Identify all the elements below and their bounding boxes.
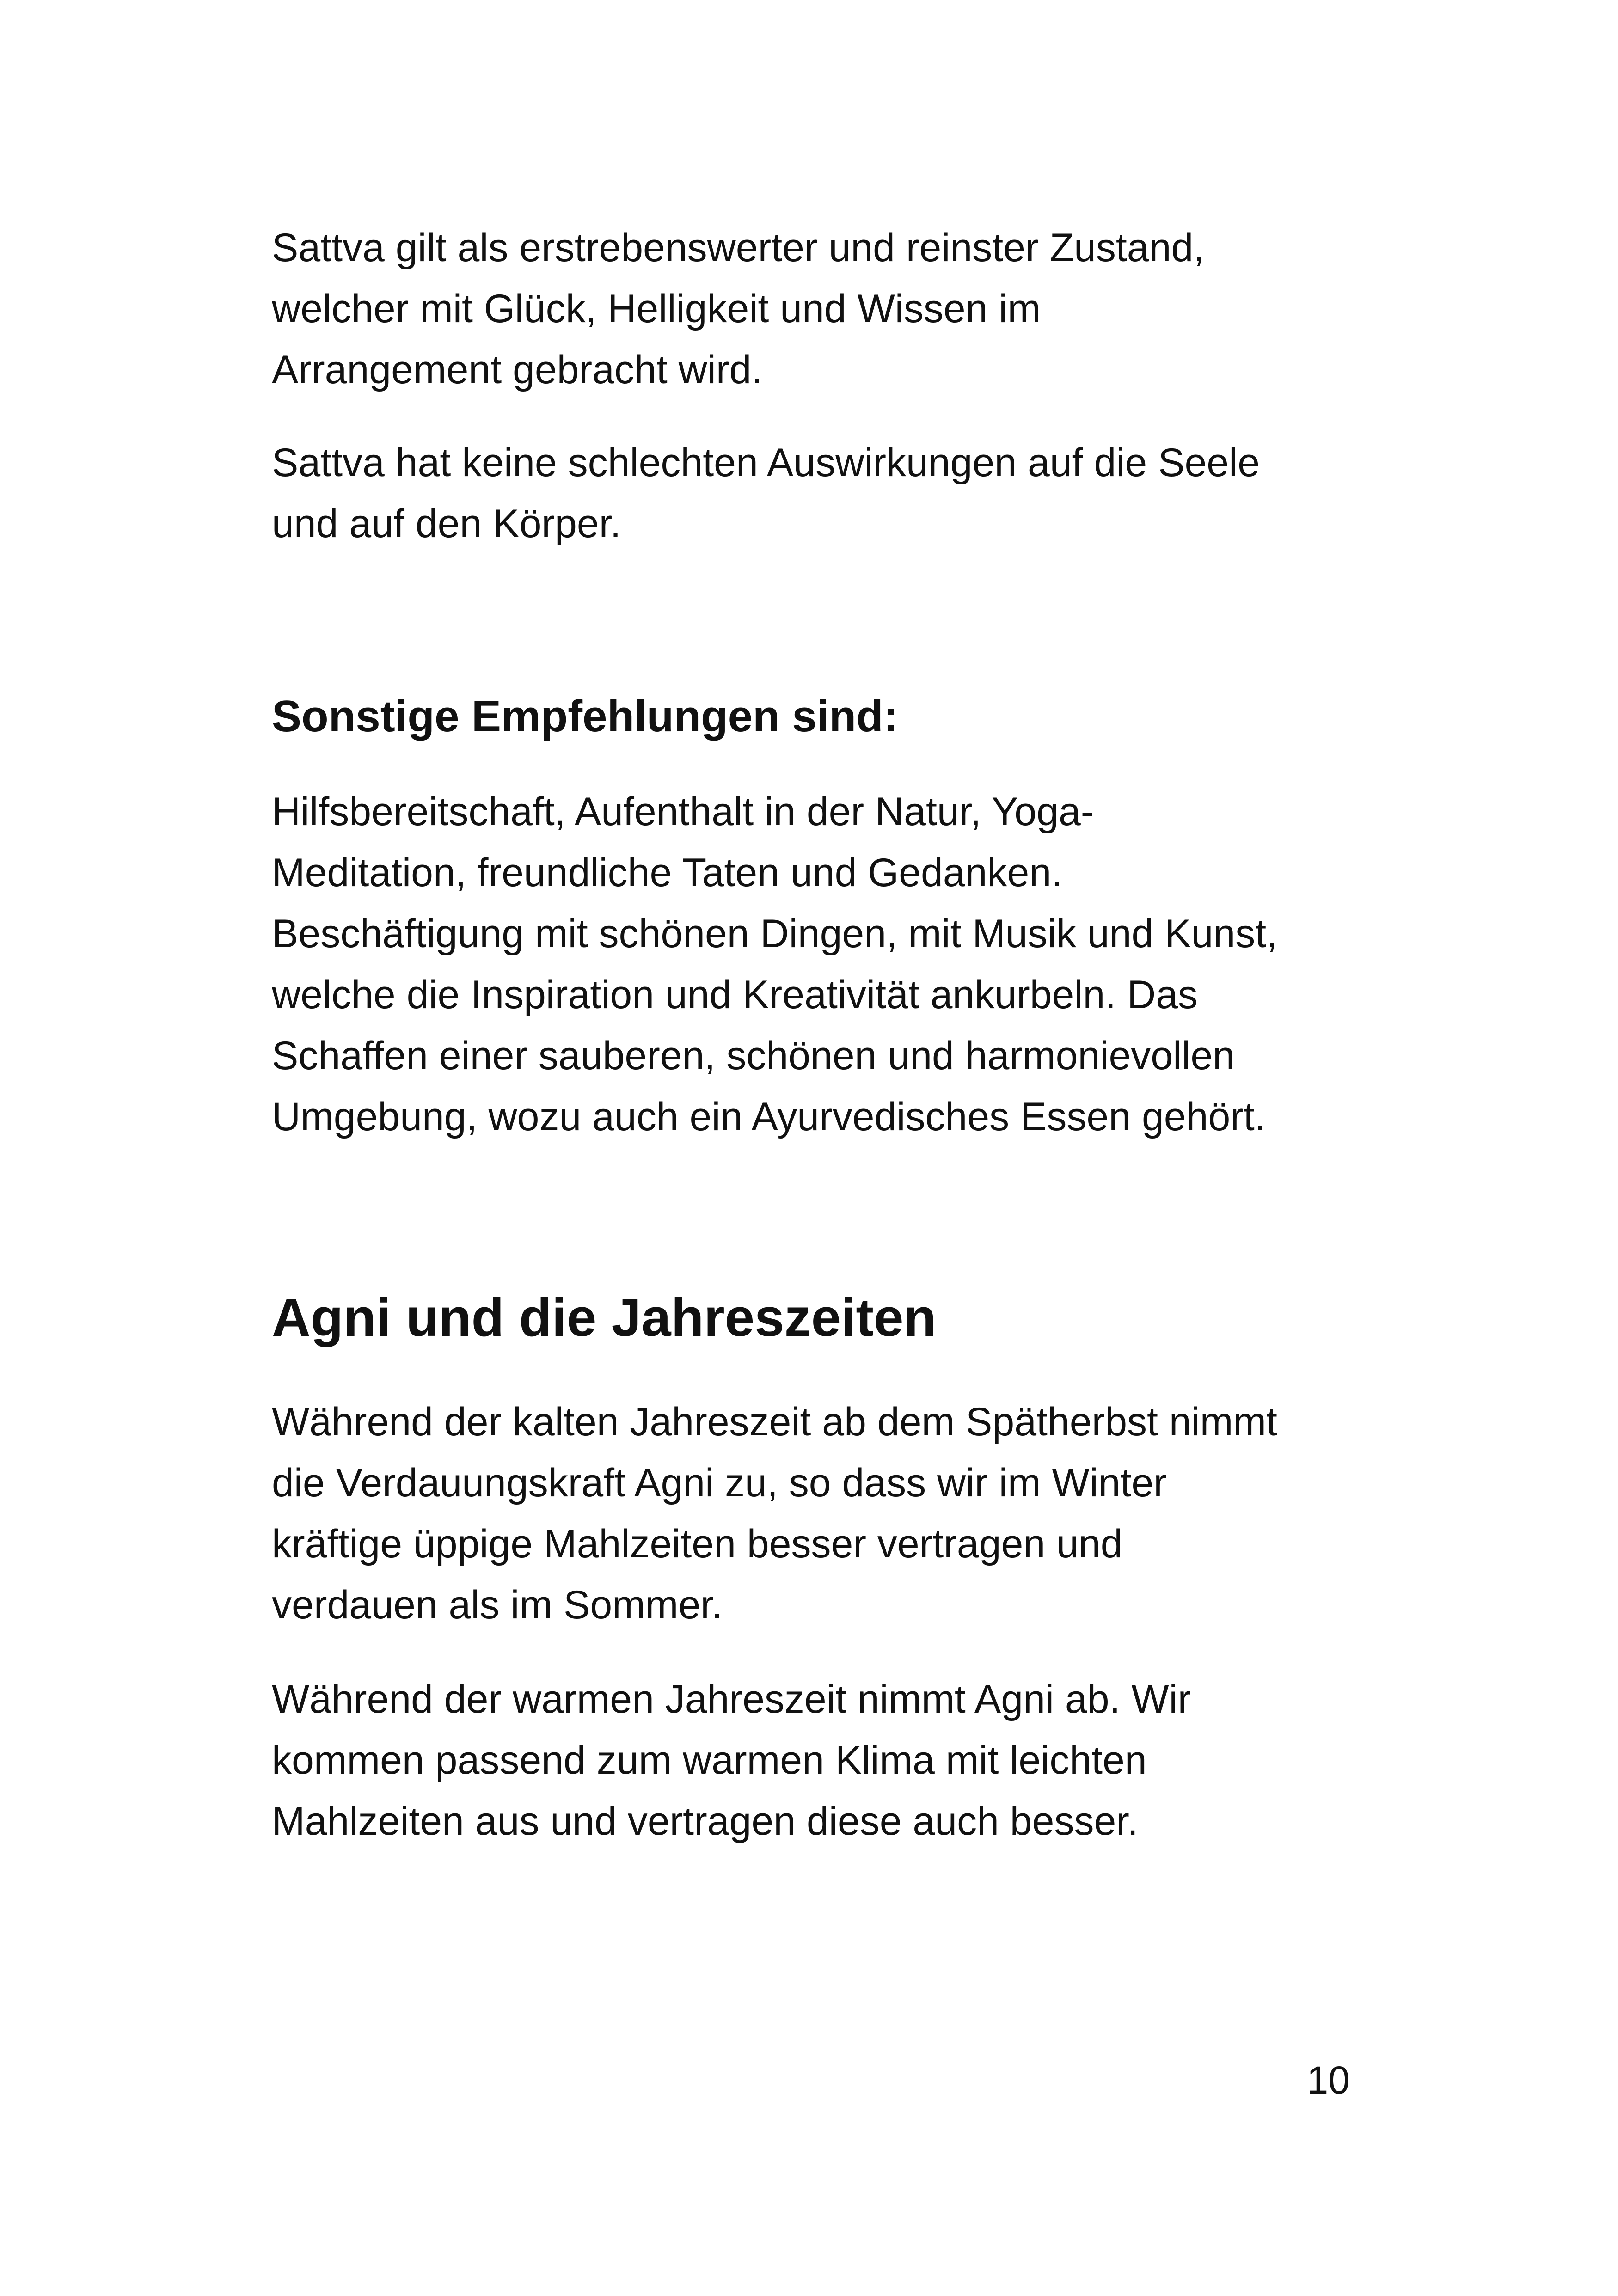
heading-agni — [272, 1280, 1372, 1354]
paragraph-sattva-1 — [272, 217, 1372, 400]
paragraph-empfehlungen — [272, 781, 1372, 1147]
paragraph-agni-2 — [272, 1669, 1372, 1852]
paragraph-text: Während der warmen Jahreszeit nimmt Agni ab. Wir kommen passend zum warmen Klima mit leichten Mahlzeiten aus und vertragen diese auch besser. — [272, 1677, 1191, 1843]
paragraph-sattva-2 — [272, 432, 1372, 554]
paragraph-agni-1 — [272, 1391, 1372, 1635]
chapter-heading: Agni und die Jahreszeiten — [272, 1287, 937, 1347]
paragraph-text: Während der kalten Jahreszeit ab dem Spätherbst nimmt die Verdauungskraft Agni zu, so dass wir im Winter kräftige üppige Mahlzeiten besser vertragen und verdauen als im Sommer. — [272, 1400, 1277, 1627]
heading-empfehlungen — [272, 684, 1372, 749]
paragraph-text: Sattva gilt als erstrebenswerter und reinster Zustand, welcher mit Glück, Helligkeit und Wissen im Arrangement gebracht wird. — [272, 226, 1205, 392]
paragraph-text: Hilfsbereitschaft, Aufenthalt in der Natur, Yoga- Meditation, freundliche Taten und Gedanken. Beschäftigung mit schönen Dingen, mit Musik und Kunst, welche die Inspiration und Kreativität ankurbeln. Das Schaffen einer sauberen, schönen und harmonievollen Umgebung, wozu auch ein Ayurvedisches Essen gehört. — [272, 790, 1278, 1139]
paragraph-text: Sattva hat keine schlechten Auswirkungen auf die Seele und auf den Körper. — [272, 441, 1260, 546]
page-number: 10 — [1306, 2058, 1350, 2102]
section-heading: Sonstige Empfehlungen sind: — [272, 692, 898, 741]
